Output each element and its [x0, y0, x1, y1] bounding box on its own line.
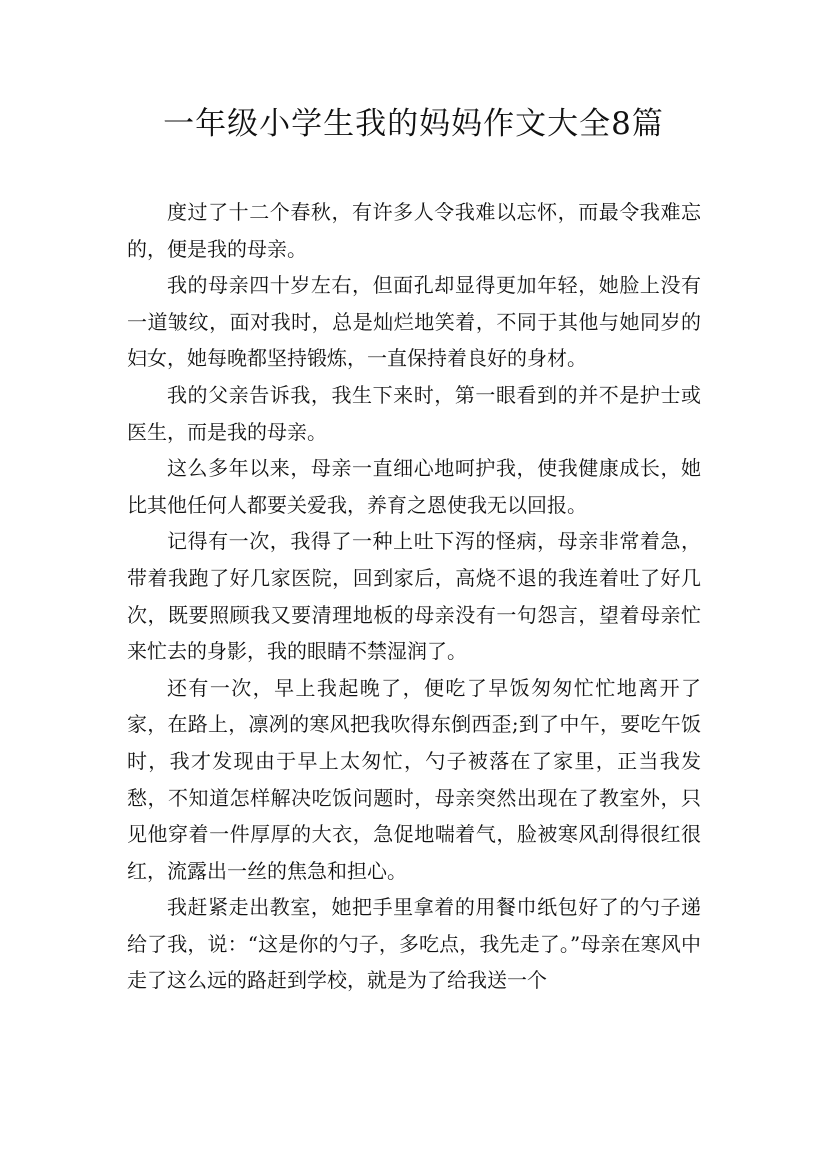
paragraph: 度过了十二个春秋，有许多人令我难以忘怀，而最令我难忘的，便是我的母亲。	[127, 200, 701, 261]
paragraph: 我的母亲四十岁左右，但面孔却显得更加年轻，她脸上没有一道皱纹，面对我时，总是灿烂地笑着，不同于其他与她同岁的妇女，她每晚都坚持锻炼，一直保持着良好的身材。	[127, 273, 701, 371]
document-title: 一年级小学生我的妈妈作文大全8篇	[163, 106, 664, 142]
paragraph: 记得有一次，我得了一种上吐下泻的怪病，母亲非常着急，带着我跑了好几家医院，回到家后，高烧不退的我连着吐了好几次，既要照顾我又要清理地板的母亲没有一句怨言，望着母亲忙来忙去的身影，我的眼睛不禁湿润了。	[127, 529, 701, 664]
paragraph: 我赶紧走出教室，她把手里拿着的用餐巾纸包好了的勺子递给了我，说：“这是你的勺子，多吃点，我先走了。”母亲在寒风中走了这么远的路赶到学校，就是为了给我送一个	[127, 895, 701, 993]
document-body	[127, 194, 701, 999]
paragraph: 这么多年以来，母亲一直细心地呵护我，使我健康成长，她比其他任何人都要关爱我，养育之恩使我无以回报。	[127, 456, 701, 517]
paragraph: 我的父亲告诉我，我生下来时，第一眼看到的并不是护士或医生，而是我的母亲。	[127, 382, 701, 444]
paragraph: 还有一次，早上我起晚了，便吃了早饭匆匆忙忙地离开了家，在路上，凛冽的寒风把我吹得东倒西歪;到了中午，要吃午饭时，我才发现由于早上太匆忙，勺子被落在了家里，正当我发愁，不知道怎样解决吃饭问题时，母亲突然出现在了教室外，只见他穿着一件厚厚的大衣，急促地喘着气，脸被寒风刮得很红很红，流露出一丝的焦急和担心。	[127, 675, 701, 883]
